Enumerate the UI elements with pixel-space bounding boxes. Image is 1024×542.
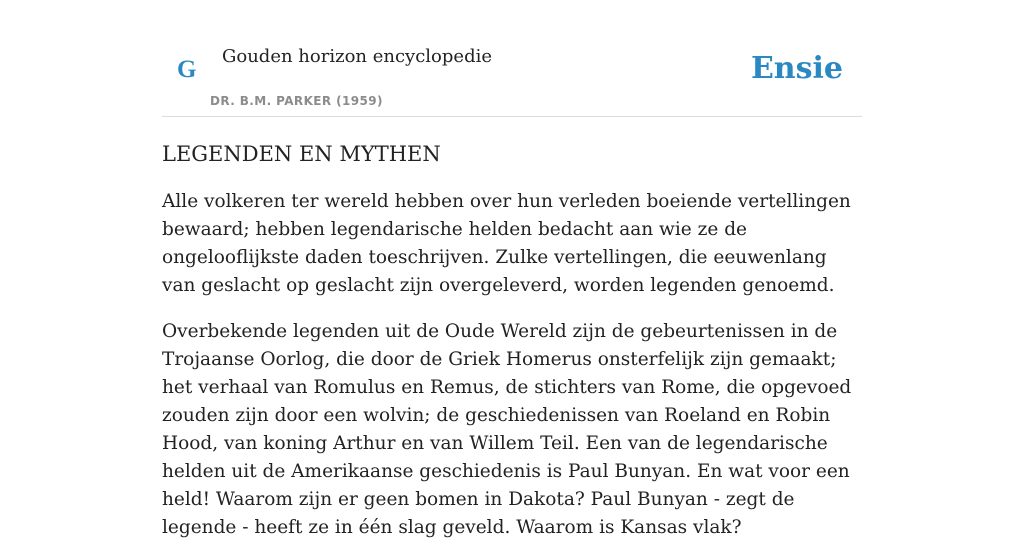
source-header: [162, 0, 862, 117]
ensie-logo[interactable]: Ensie: [750, 51, 843, 86]
book-initial-logo[interactable]: G: [177, 56, 197, 83]
book-author: DR. B.M. PARKER (1959): [210, 94, 383, 108]
article-title: LEGENDEN EN MYTHEN: [162, 142, 441, 166]
article-paragraph: Overbekende legenden uit de Oude Wereld zijn de gebeurtenissen in de Trojaanse Oorlog, die door de Griek Homerus onsterfelijk zijn gemaakt; het verhaal van Romulus en Remus, de stichters van Rome, die opgevoed zouden zijn door een wolvin; de geschiedenissen van Roeland en Robin Hood, van koning Arthur en van Willem Teil. Een van de legendarische helden uit de Amerikaanse geschiedenis is Paul Bunyan. En wat voor een held! Waarom zijn er geen bomen in Dakota? Paul Bunyan - zegt de legende - heeft ze in één slag geveld. Waarom is Kansas vlak?: [162, 321, 852, 538]
article: [162, 138, 862, 542]
book-title-link[interactable]: Gouden horizon encyclopedie: [222, 46, 492, 67]
article-paragraph: Alle volkeren ter wereld hebben over hun verleden boeiende vertellingen bewaard; hebben legendarische helden bedacht aan wie ze de ongelooflijkste daden toeschrijven. Zulke vertellingen, die eeuwenlang van geslacht op geslacht zijn overgeleverd, worden legenden genoemd.: [162, 191, 851, 296]
